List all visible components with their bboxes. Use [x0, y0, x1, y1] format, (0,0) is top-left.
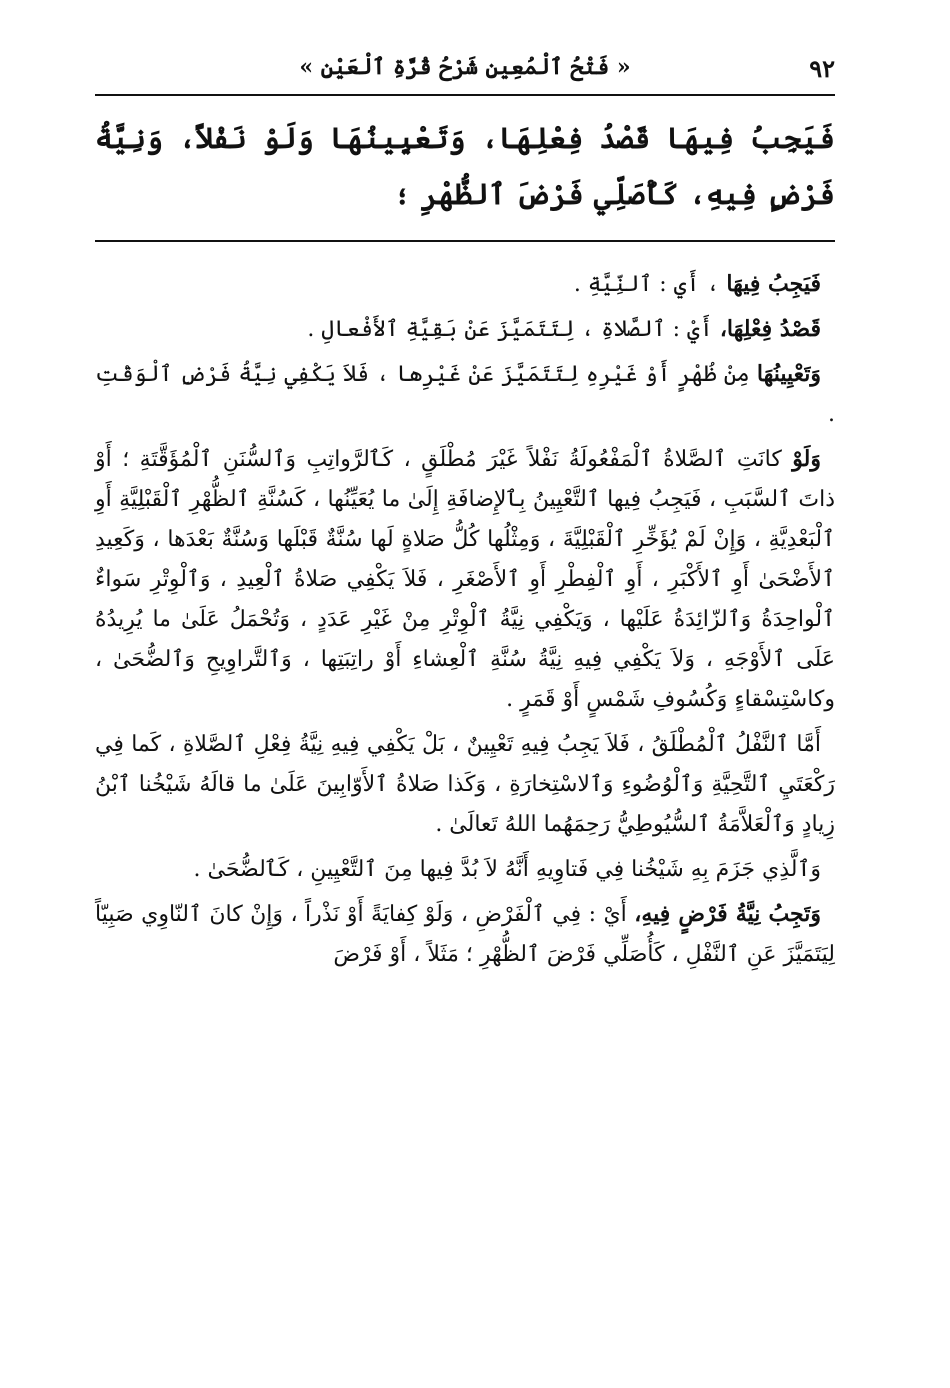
lemma: وَتَجِبُ نِيَّةُ فَرْضٍ فِيهِ، [634, 901, 821, 927]
running-title: « فَتْحُ ٱلْمُعِينِ شَرْحُ قُرَّةِ ٱلْعَيْنِ » [299, 54, 631, 80]
commentary-paragraph [95, 849, 835, 890]
commentary-paragraph [95, 439, 835, 720]
commentary-text: مِنْ ظُهْرٍ أَوْ غَيْرِهِ لِتَتَمَيَّزَ عَنْ غَيْرِها ، فَلاَ يَكْفِي نِيَّةُ فَرْضِ ٱلْوَقْتِ . [95, 362, 835, 427]
lemma: وَتَعْيِينُهَا [756, 361, 822, 387]
commentary-text: أَيْ : فِي ٱلْفَرْضِ ، وَلَوْ كِفايَةً أَوْ نَذْراً ، وَإِنْ كانَ ٱلنّاوِي صَبِيّاً لِيَتَمَيَّزَ عَنِ ٱلنَّفْلِ ، كَأُصَلِّي فَرْضَ ٱلظُّهْرِ ؛ مَثَلاً ، أَوْ فَرْضَ [95, 902, 835, 967]
matn-text: فَيَجِبُ فِيهَا قَصْدُ فِعْلِهَا، وَتَعْيِينُهَا وَلَوْ نَفْلاً، وَنِيَّةُ فَرْضٍ فِيهِ، كَأُصَلِّي فَرْضَ ٱلظُّهْرِ ؛ [95, 121, 835, 211]
commentary-text: أَيْ : ٱلصَّلاةِ ، لِتَتَمَيَّزَ عَنْ بَقِيَّةِ ٱلأَفْعالِ . [307, 317, 713, 342]
document-page [95, 50, 835, 1350]
lemma: وَلَوْ [792, 446, 821, 472]
commentary-text: أَمَّا ٱلنَّفْلُ ٱلْمُطْلَقُ ، فَلاَ يَجِبُ فِيهِ تَعْيِينٌ ، بَلْ يَكْفِي فِيهِ نِيَّةُ فِعْلِ ٱلصَّلاةِ ، كَما فِي رَكْعَتَيِ ٱلتَّحِيَّةِ وَٱلْوُضُوءِ وَٱلاسْتِخارَةِ ، وَكَذا صَلاةُ ٱلأَوّابِينَ عَلَىٰ ما قالَهُ شَيْخُنا ٱبْنُ زِيادٍ وَٱلْعَلاَّمَةُ ٱلسُّيُوطِيُّ رَحِمَهُما اللهُ تَعالَىٰ . [95, 732, 835, 837]
commentary-text: وَٱلَّذِي جَزَمَ بِهِ شَيْخُنا فِي فَتاوِيهِ أَنَّهُ لاَ بُدَّ فِيها مِنَ ٱلتَّعْيِينِ ، كَٱلضُّحَىٰ . [193, 857, 821, 882]
commentary-paragraph [95, 894, 835, 975]
commentary-text: ، أَي : ٱلنِّيَّةِ . [573, 272, 720, 297]
page-header [95, 50, 835, 96]
separator-line [95, 240, 835, 242]
commentary-text: كانَتِ ٱلصَّلاةُ ٱلْمَفْعُولَةُ نَفْلاً غَيْرَ مُطْلَقٍ ، كَٱلرَّواتِبِ وَٱلسُّنَنِ ٱلْمُؤَقَّتَةِ ؛ أَوْ ذاتَ ٱلسَّبَبِ ، فَيَجِبُ فِيها ٱلتَّعْيِينُ بِٱلإِضافَةِ إِلَىٰ ما يُعَيِّنُها ، كَسُنَّةِ ٱلظُّهْرِ ٱلْقَبْلِيَّةِ أَوِ ٱلْبَعْدِيَّةِ ، وَإِنْ لَمْ يُؤَخِّرِ ٱلْقَبْلِيَّةَ ، وَمِثْلُها كُلُّ صَلاةٍ لَها سُنَّةٌ قَبْلَها وَسُنَّةٌ بَعْدَها ، وَكَعِيدِ ٱلأَضْحَىٰ أَوِ ٱلأَكْبَرِ ، أَوِ ٱلْفِطْرِ أَوِ ٱلأَصْغَرِ ، فَلاَ يَكْفِي صَلاةُ ٱلْعِيدِ ، وَٱلْوِتْرِ سَواءٌ ٱلْواحِدَةُ وَٱلزّائِدَةُ عَلَيْها ، وَيَكْفِي نِيَّةُ ٱلْوِتْرِ مِنْ غَيْرِ عَدَدٍ ، وَتُحْمَلُ عَلَىٰ ما يُرِيدُهُ عَلَى ٱلأَوْجَهِ ، وَلاَ يَكْفِي فِيهِ نِيَّةُ سُنَّةِ ٱلْعِشاءِ أَوْ راتِبَتِها ، وَٱلتَّراوِيحِ وَٱلضُّحَىٰ ، وكاسْتِسْقاءٍ وَكُسُوفِ شَمْسٍ أَوْ قَمَرٍ . [95, 447, 835, 712]
lemma: فَيَجِبُ فِيهَا [726, 271, 821, 297]
commentary [95, 264, 835, 975]
commentary-paragraph [95, 724, 835, 845]
commentary-paragraph [95, 309, 835, 350]
lemma: قَصْدُ فِعْلِهَا، [719, 316, 821, 342]
commentary-paragraph [95, 264, 835, 305]
commentary-paragraph [95, 354, 835, 435]
page-number: ٩٢ [809, 54, 835, 83]
